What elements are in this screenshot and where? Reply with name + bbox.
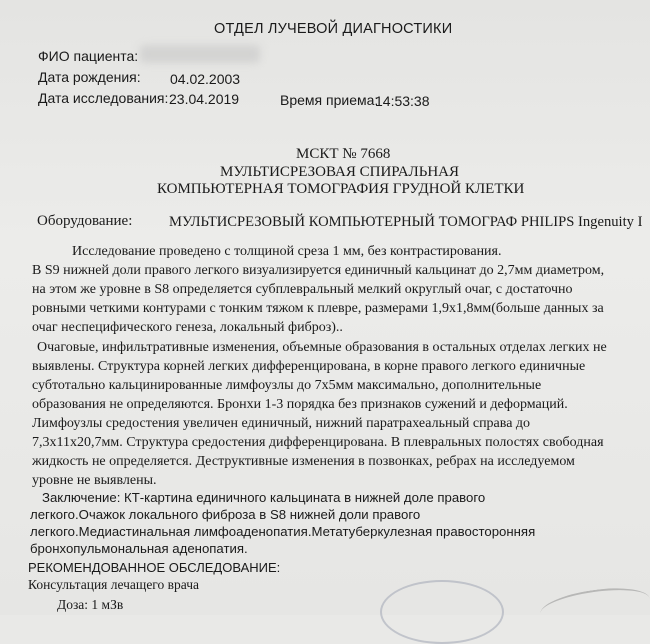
- exam-time-label: Время приема:: [280, 92, 379, 108]
- body-line: очаг неспецифического генеза, локальный фиброз)..: [32, 320, 343, 335]
- conclusion-line: бронхопульмональная аденопатия.: [30, 541, 248, 556]
- exam-time-value: 14:53:38: [375, 93, 430, 109]
- body-line: на этом же уровне в S8 определяется субплевральный мелкий округлый очаг, с достаточно: [32, 282, 573, 297]
- body-line: образования не определяются. Бронхи 1-3 порядка без признаков сужений и деформаций.: [32, 397, 568, 412]
- study-title-line2: КОМПЬЮТЕРНАЯ ТОМОГРАФИЯ ГРУДНОЙ КЛЕТКИ: [157, 181, 525, 197]
- birth-date-label: Дата рождения:: [38, 69, 141, 85]
- body-line: Исследование проведено с толщиной среза 1 мм, без контрастирования.: [72, 244, 502, 259]
- exam-date-label: Дата исследования:: [38, 90, 169, 106]
- department-title: ОТДЕЛ ЛУЧЕВОЙ ДИАГНОСТИКИ: [214, 21, 453, 37]
- birth-date-value: 04.02.2003: [170, 71, 241, 87]
- recommendation-heading: РЕКОМЕНДОВАННОЕ ОБСЛЕДОВАНИЕ:: [28, 560, 281, 575]
- equipment-value: МУЛЬТИСРЕЗОВЫЙ КОМПЬЮТЕРНЫЙ ТОМОГРАФ PHILIPS Ingenuity I: [169, 214, 643, 230]
- body-line: субтотально кальцинированные лимфоузлы до 7х5мм максимально, дополнительные: [32, 378, 542, 393]
- signature: [538, 583, 650, 630]
- body-line: 7,3х11х20,7мм. Структура средостения дифференцирована. В плевральных полостях свободная: [32, 435, 604, 450]
- body-line: Лимфоузлы средостения увеличен единичный, нижний паратрахеальный справа до: [32, 416, 531, 431]
- conclusion-line: легкого.Очажок локального фиброза в S8 нижней доли правого: [30, 507, 421, 522]
- body-line: жидкость не определяется. Деструктивные изменения в позвонках, ребрах на исследуемом: [32, 454, 575, 469]
- body-line: В S9 нижней доли правого легкого визуализируется единичный кальцинат до 2,7мм диаметром,: [32, 263, 605, 278]
- recommendation-item: Консультация лечащего врача: [28, 577, 199, 592]
- stamp-seal: [380, 580, 504, 644]
- redacted-patient-name: [140, 45, 260, 63]
- study-number: МСКТ № 7668: [296, 146, 391, 162]
- conclusion-line: легкого.Медиастинальная лимфоаденопатия.Метатуберкулезная правосторонняя: [30, 524, 536, 539]
- exam-date-value: 23.04.2019: [169, 91, 240, 107]
- equipment-label: Оборудование:: [37, 213, 133, 229]
- body-line: уровне не выявлены.: [32, 473, 157, 488]
- study-title-line1: МУЛЬТИСРЕЗОВАЯ СПИРАЛЬНАЯ: [220, 164, 459, 180]
- conclusion-line: Заключение: КТ-картина единичного кальцината в нижней доле правого: [42, 490, 486, 505]
- body-line: Очаговые, инфильтративные изменения, объемные образования в остальных отделах легких не: [37, 340, 607, 355]
- radiation-dose: Доза: 1 мЗв: [57, 597, 124, 612]
- body-line: выявлены. Структура корней легких дифференцирована, в корне правого легкого единичные: [32, 359, 586, 374]
- patient-name-label: ФИО пациента:: [38, 48, 139, 64]
- body-line: ровными четкими контурами с тонким тяжом к плевре, размерами 1,9х1,8мм(больше данных за: [32, 301, 604, 316]
